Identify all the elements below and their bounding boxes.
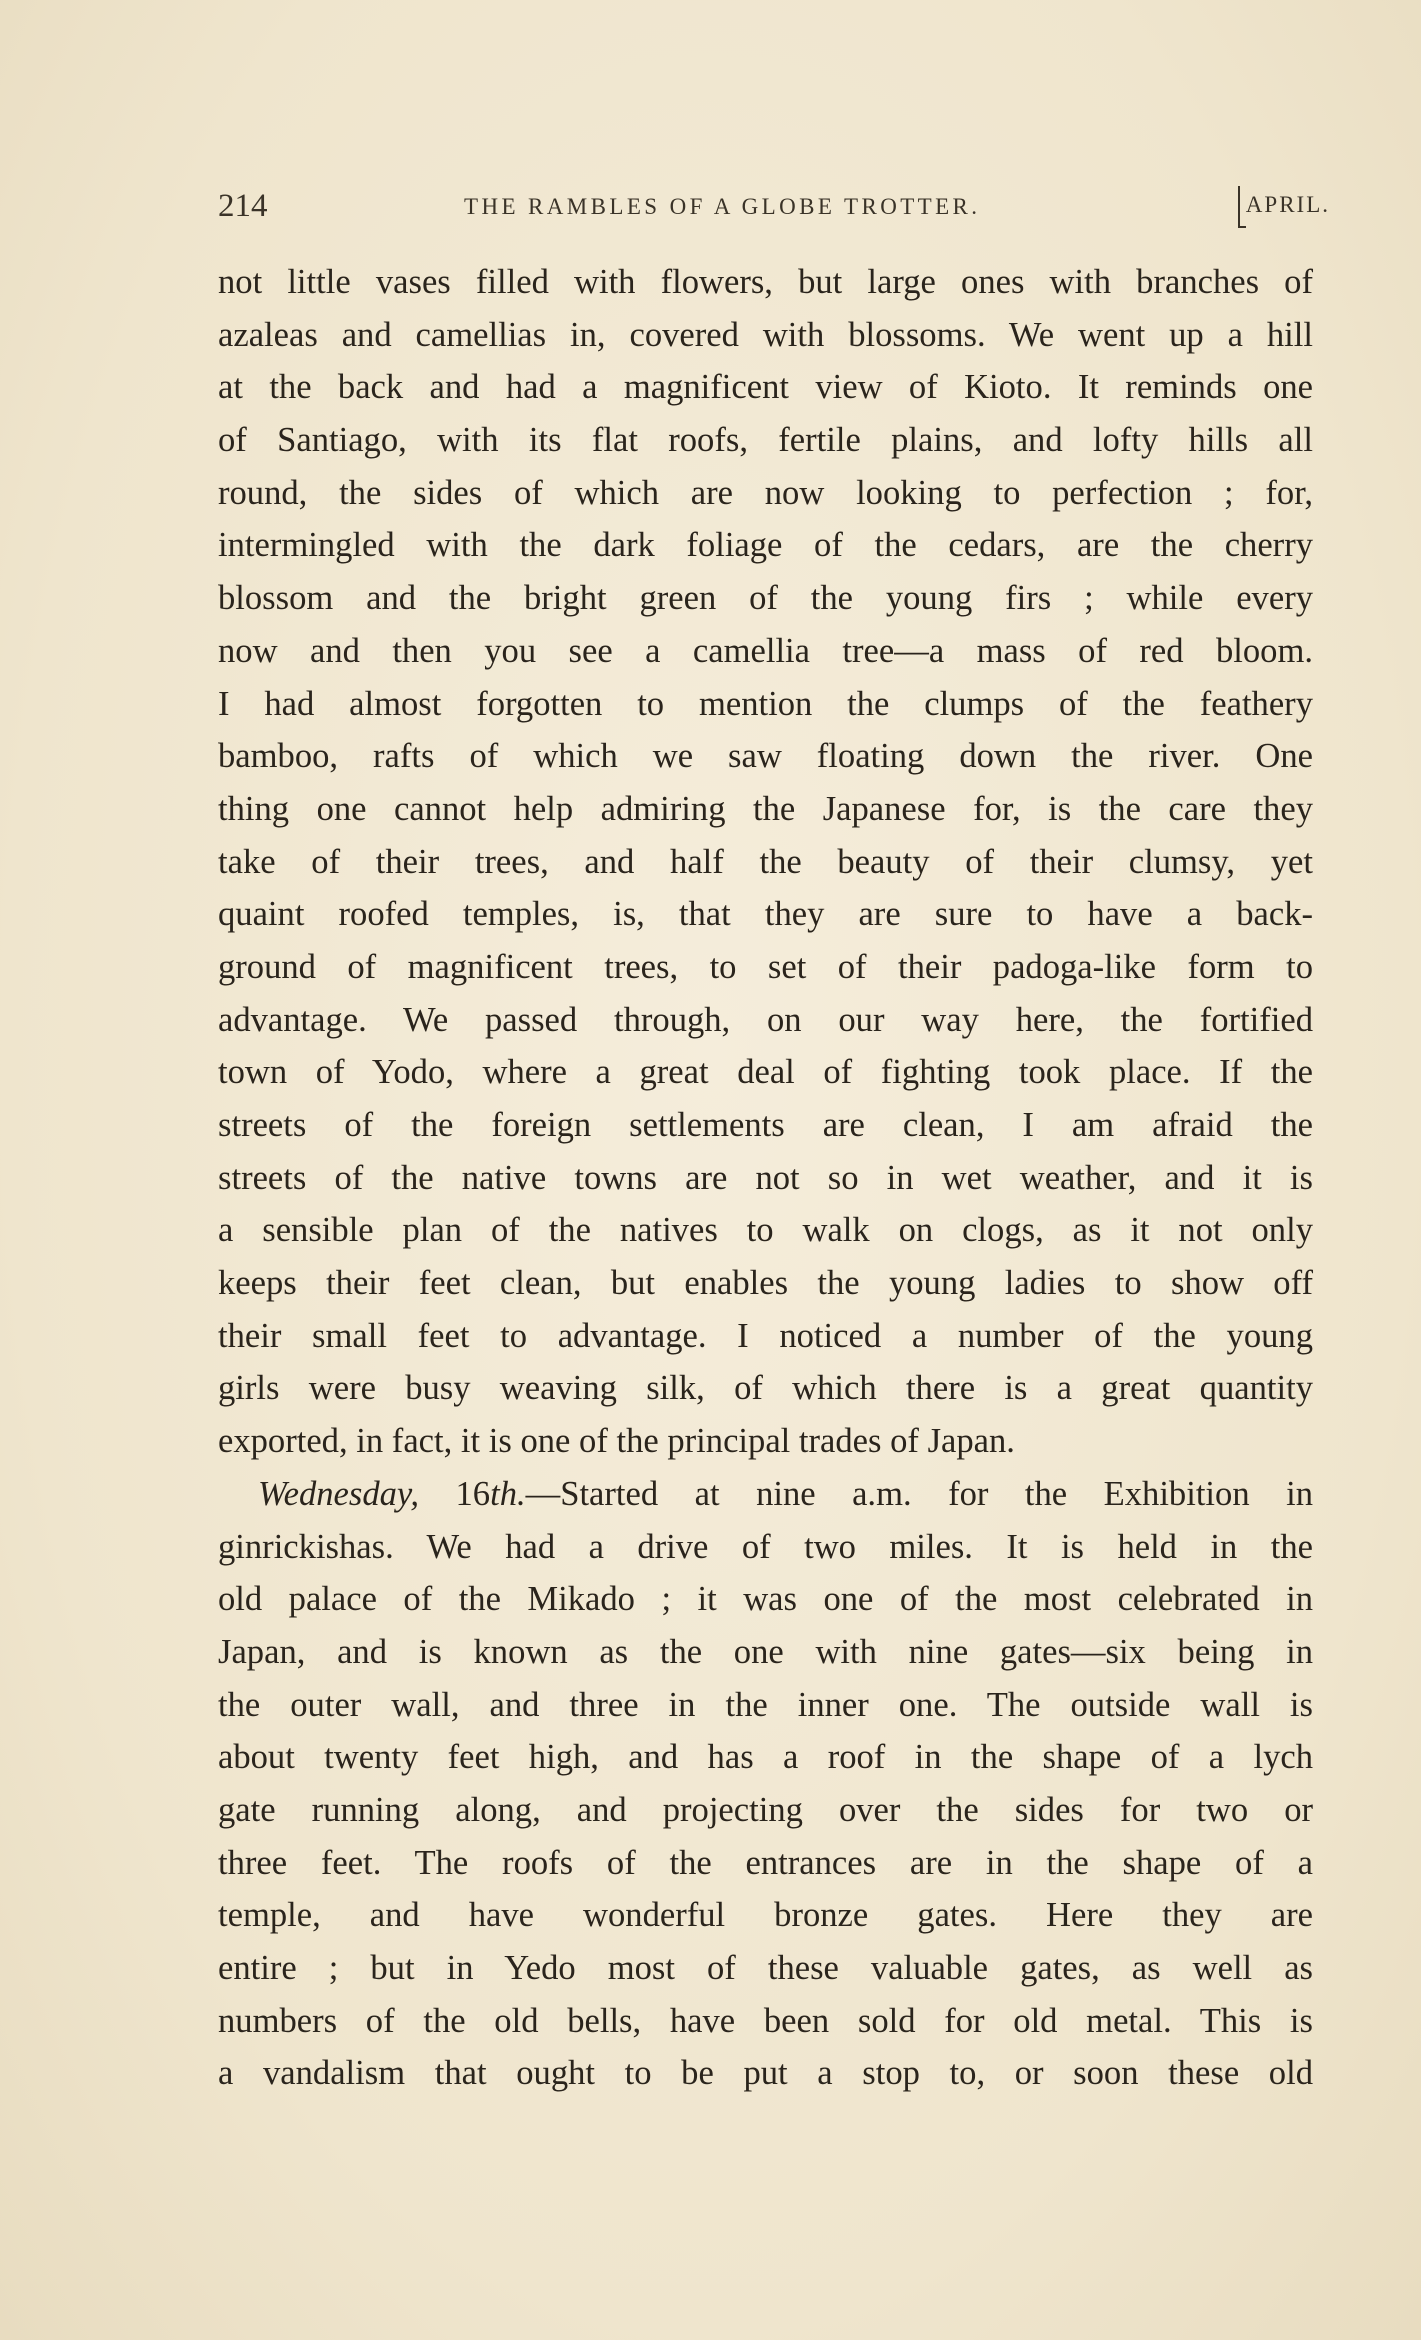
text-line: ginrickishas. We had a drive of two miles. It is held in the bbox=[218, 1527, 1313, 1566]
entry-text: —Started at nine a.m. for the Exhibition in bbox=[525, 1474, 1313, 1513]
text-line: round, the sides of which are now looking to perfection ; for, bbox=[218, 473, 1313, 512]
text-line: about twenty feet high, and has a roof in the shape of a lych bbox=[218, 1738, 1313, 1777]
text-line: ground of magnificent trees, to set of their padoga-like form to bbox=[218, 947, 1313, 986]
text-line: blossom and the bright green of the young firs ; while every bbox=[218, 579, 1313, 618]
text-line: bamboo, rafts of which we saw floating down the river. One bbox=[218, 737, 1313, 776]
text-line: entire ; but in Yedo most of these valuable gates, as well as bbox=[218, 1949, 1313, 1987]
running-title: THE RAMBLES OF A GLOBE TROTTER. bbox=[464, 194, 981, 219]
text-line: quaint roofed temples, is, that they are sure to have a back- bbox=[218, 895, 1313, 934]
text-line: intermingled with the dark foliage of the cedars, are the cherry bbox=[218, 526, 1313, 565]
text-line: thing one cannot help admiring the Japanese for, is the care they bbox=[218, 789, 1313, 828]
text-line: at the back and had a magnificent view of Kioto. It reminds one bbox=[218, 368, 1313, 407]
text-line-dated-entry bbox=[218, 1468, 1313, 1521]
text-line: their small feet to advantage. I noticed a number of the young bbox=[218, 1316, 1313, 1355]
body-text bbox=[218, 256, 1313, 2100]
text-line: now and then you see a camellia tree—a mass of red bloom. bbox=[218, 631, 1313, 670]
running-head bbox=[218, 188, 1330, 228]
text-line: town of Yodo, where a great deal of fighting took place. If the bbox=[218, 1053, 1313, 1092]
text-line: three feet. The roofs of the entrances are in the shape of a bbox=[218, 1843, 1313, 1882]
day-suffix: th. bbox=[490, 1474, 526, 1513]
text-line: of Santiago, with its flat roofs, fertile plains, and lofty hills all bbox=[218, 421, 1313, 460]
text-line: advantage. We passed through, on our way here, the fortified bbox=[218, 1000, 1313, 1039]
text-line: a vandalism that ought to be put a stop to, or soon these old bbox=[218, 2054, 1313, 2093]
page-number: 214 bbox=[218, 188, 268, 224]
text-line: not little vases filled with flowers, but large ones with branches of bbox=[218, 263, 1313, 301]
text-line: keeps their feet clean, but enables the young ladies to show off bbox=[218, 1264, 1313, 1303]
text-line: azaleas and camellias in, covered with blossoms. We went up a hill bbox=[218, 315, 1313, 354]
day-number: 16 bbox=[419, 1474, 491, 1513]
text-line: old palace of the Mikado ; it was one of the most celebrated in bbox=[218, 1580, 1313, 1619]
text-line: temple, and have wonderful bronze gates. Here they are bbox=[218, 1896, 1313, 1935]
text-line: Japan, and is known as the one with nine gates—six being in bbox=[218, 1632, 1313, 1671]
text-line: take of their trees, and half the beauty of their clumsy, yet bbox=[218, 842, 1313, 881]
text-line: girls were busy weaving silk, of which there is a great quantity bbox=[218, 1369, 1313, 1408]
text-line: I had almost forgotten to mention the clumps of the feathery bbox=[218, 684, 1313, 723]
text-line: the outer wall, and three in the inner one. The outside wall is bbox=[218, 1685, 1313, 1724]
running-month: APRIL. bbox=[1245, 192, 1330, 217]
text-line: a sensible plan of the natives to walk on clogs, as it not only bbox=[218, 1211, 1313, 1250]
text-line: numbers of the old bells, have been sold for old metal. This is bbox=[218, 2001, 1313, 2040]
text-line: exported, in fact, it is one of the principal trades of Japan. bbox=[218, 1422, 1015, 1461]
text-line: streets of the native towns are not so in wet weather, and it is bbox=[218, 1158, 1313, 1197]
text-line: gate running along, and projecting over the sides for two or bbox=[218, 1790, 1313, 1829]
text-line: streets of the foreign settlements are clean, I am afraid the bbox=[218, 1106, 1313, 1144]
weekday: Wednesday, bbox=[258, 1474, 420, 1513]
